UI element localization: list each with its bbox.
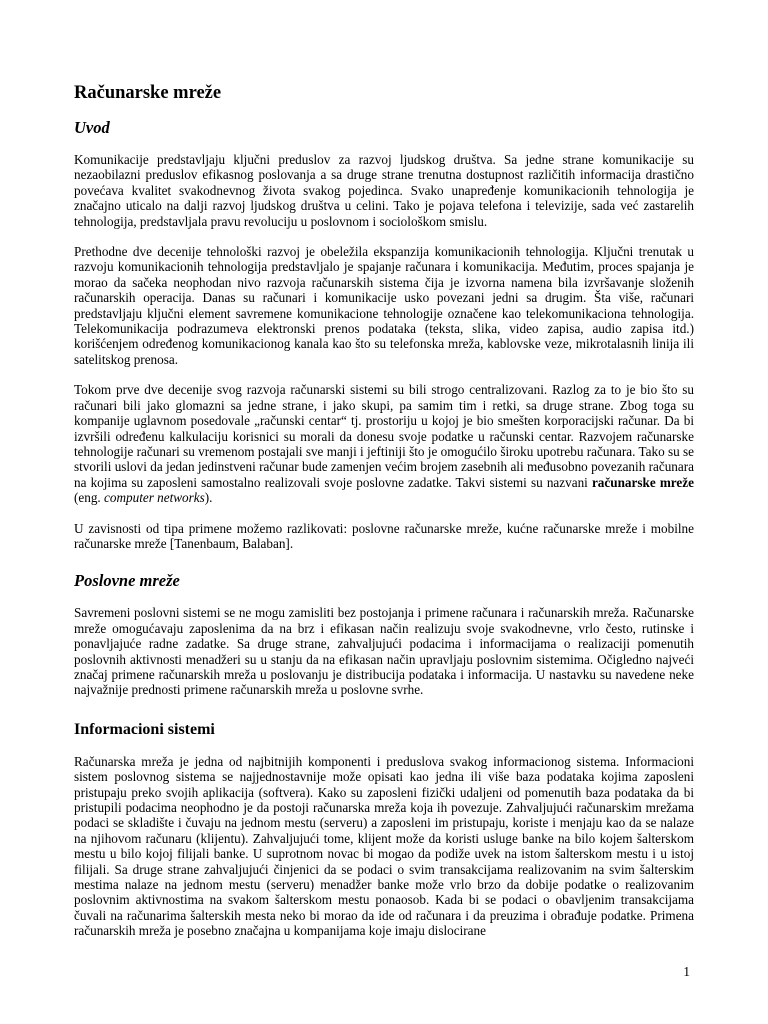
paragraph: U zavisnosti od tipa primene možemo razlikovati: poslovne računarske mreže, kućne računarske mreže i mobilne računarske mreže [Tanenbaum, Balaban]. <box>74 520 694 551</box>
section-heading-poslovne-mreze: Poslovne mreže <box>74 571 180 591</box>
section-heading-informacioni-sistemi: Informacioni sistemi <box>74 720 215 738</box>
paragraph: Komunikacije predstavljaju ključni preduslov za razvoj ljudskog društva. Sa jedne strane komunikacije su nezaobilazni preduslov efikasnog poslovanja a sa druge strane trenutna dostupnost različitih informacija drastično povećava kvalitet svakodnevnog života svakog pojedinca. Svako unapređenje komunikacionih tehnologija je značajno uticalo na dalji razvoj ljudskog društva u celini. Tako je pojava telefona i televizije, sada već zastarelih tehnologija, predstavljala pravu revoluciju u poslovnom i sociološkom smislu. <box>74 152 694 229</box>
paragraph: Savremeni poslovni sistemi se ne mogu zamisliti bez postojanja i primene računara i računarskih mreža. Računarske mreže omogućavaju zaposlenima da na brz i efikasan način realizuju svoje svakodnevne, vrlo često, rutinske i ponavljajuće radne zadatke. Sa druge strane, zahvaljujući podacima i informacijama o realizaciji pomenutih poslovnih aktivnosti menadžeri su u stanju da na efikasan način upravljaju poslovnim sistemima. Očigledno najveći značaj primene računarskih mreža u poslovanju je distribucija podataka i informacija. U nastavku su navedene neke najvažnije prednosti primene računarskih mreža u poslovne svrhe. <box>74 605 694 698</box>
paragraph: Računarska mreža je jedna od najbitnijih komponenti i preduslova svakog informacionog sistema. Informacioni sistem poslovnog sistema se najjednostavnije može opisati kao jedna ili više baza podataka kojima zaposleni pristupaju preko svojih aplikacija (softvera). Kako su zaposleni fizički udaljeni od pomenutih baza podataka da bi pristupili podacima neophodno je da postoji računarska mreža koja ih povezuje. Zahvaljujući računarskim mrežama podaci se skladište i čuvaju na jednom mestu (serveru) a zaposleni im pristupaju, koriste i menjaju kao da se nalaze na njihovom računaru (klijentu). Zahvaljujući tome, klijent može da koristi usluge banke na bilo kojem šalterskom mestu u bilo kojoj filijali banke. U suprotnom novac bi mogao da podiže uvek na istom šalterskom mestu i u istoj filijali. Sa druge strane zahvaljujući činjenici da se podaci o svim transakcijama realizovanim na svim šalterskim mestima nalaze na jednom mestu (serveru) menadžer banke može vrlo brzo da dobije podatke o realizovanim poslovnim aktivnostima na svakom šalterskom mestu ponaosob. Kada bi se podaci o obavljenim transakcijama čuvali na računarima šalterskih mesta neko bi morao da ide od računara i da preuzima i obrađuje podatke. Primena računarskih mreža je posebno značajna u kompanijama koje imaju dislocirane <box>74 753 694 939</box>
page-number: 1 <box>683 964 690 979</box>
paragraph-text: (eng. <box>74 490 105 506</box>
italic-term: computer networks <box>104 490 205 506</box>
bold-term: računarske mreže <box>591 474 694 490</box>
paragraph <box>74 382 694 505</box>
paragraph-text: Tokom prve dve decenije svog razvoja računarski sistemi su bili strogo centralizovani. Razlog za to je bio što su računari bili jako glomazni sa jedne strane, i jako skupi, pa samim tim i retki, sa druge strane. Zbog toga su kompanije uglavnom posedovale „računski centar“ tj. prostoriju u kojoj je bio smešten korporacijski računar. Da bi izvršili određenu kalkulaciju korisnici su morali da donesu svoje podatke u računski centar. Razvojem računarske tehnologije računari su vremenom postajali sve manji i jeftiniji što je omogućilo široku upotrebu računara. Tako su se stvorili uslovi da jedan jedinstveni računar bude zamenjen većim brojem zasebnih ali međusobno povezanih računara na kojima su zaposleni samostalno realizovali svoje poslovne zadatke. Takvi sistemi su nazvani <box>74 382 694 490</box>
section-heading-uvod: Uvod <box>74 118 110 137</box>
page-content <box>74 82 694 954</box>
paragraph-text: ). <box>204 490 213 506</box>
document-title: Računarske mreže <box>74 83 222 103</box>
paragraph: Prethodne dve decenije tehnološki razvoj je obeležila ekspanzija komunikacionih tehnologija. Ključni trenutak u razvoju komunikacionih tehnologija predstavljalo je spajanje računara i komunikacija. Međutim, proces spajanja je morao da sačeka neophodan nivo razvoja računarskih sistema čija je izvorna namena bila izvršavanje složenih računarskih operacija. Danas su računari i komunikacije usko povezani jedni sa drugim. Šta više, računari predstavljaju ključni element savremene komunikacione tehnologije označene kao telekomunikaciona tehnologija. Telekomunikacija podrazumeva elektronski prenos podataka (teksta, slika, video zapisa, audio zapisa itd.) korišćenjem određenog komunikacionog kanala kao što su telefonska mreža, kablovske veze, mikrotalasnih linija ili satelitskog prenosa. <box>74 244 694 367</box>
